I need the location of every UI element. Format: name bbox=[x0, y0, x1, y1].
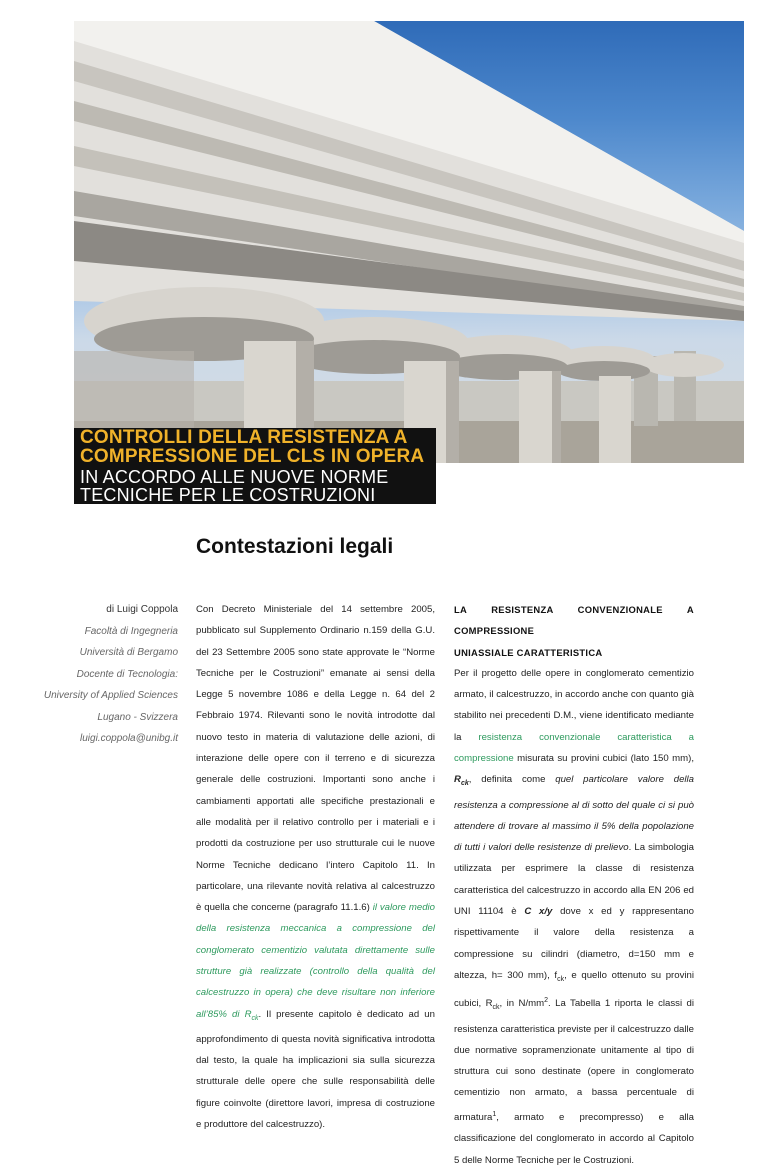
subsection-heading-line-2: UNIASSIALE CARATTERISTICA bbox=[454, 646, 603, 658]
paragraph-resistance: Per il progetto delle opere in conglomerato cementizio armato, il calcestruzzo, in accordo anche con quanto già stabilito nei precedenti D.M., viene identificato mediante la resistenza convenzionale caratteristica a compressione misurata su provini cubici (lato 150 mm), $R_{ck}$, definita come quel particolare valore della resistenza a compressione al di sotto del quale ci si può attendere di trovare al massimo il 5% della popolazione di tutti i valori delle resistenze di prelievo. La simbologia utilizzata per esprimere la classe di resistenza caratteristica del calcestruzzo in accordo alla EN 206 ed UNI 11104 è C x/y dove x ed y rappresentano rispettivamente il valore della resistenza a compressione su cilindri (diametro, d=150 mm e altezza, h= 300 mm), $f_{ck}$, e quello ottenuto su provini cubici, $R_{ck}$, in $N/mm^2$. La Tabella 1 riporta le classi di resistenza caratteristica previste per il calcestruzzo dalle due normative sopramenzionate unitamente al tipo di struttura cui sono destinate (opere in conglomerato cementizio non armato, a bassa percentuale di armatura$^1$, armato e precompresso) e alla classificazione del conglomerato in accordo al Capitolo 5 delle Norme Tecniche per le Costruzioni. bbox=[454, 667, 695, 1166]
body-column-2 bbox=[454, 599, 694, 1171]
highlighted-text: il valore medio della resistenza meccanica a compressione del conglomerato cementizio valutata direttamente sulle strutture già realizzate (controllo della qualità del calcestruzzo in opera) che deve risultare non inferiore all’85% di $R_{ck}$ bbox=[196, 902, 436, 1022]
author-block bbox=[20, 599, 178, 750]
author-affiliation-5: Lugano - Svizzera bbox=[97, 711, 178, 723]
subsection-heading-line-1: LA RESISTENZA CONVENZIONALE A COMPRESSIONE bbox=[454, 604, 694, 637]
author-affiliation-1: Facoltà di Ingegneria bbox=[84, 625, 178, 637]
hero-photo bbox=[74, 21, 744, 463]
section-heading: Contestazioni legali bbox=[196, 535, 394, 558]
viaduct-illustration bbox=[74, 21, 744, 463]
article-title-line-2: COMPRESSIONE DEL CLS IN OPERA bbox=[80, 446, 425, 467]
body-column-1 bbox=[196, 599, 435, 1135]
author-email[interactable]: luigi.coppola@unibg.it bbox=[80, 733, 178, 744]
paragraph-intro: Con Decreto Ministeriale del 14 settembre 2005, pubblicato sul Supplemento Ordinario n.159 della G.U. del 23 Settembre 2005 sono state approvate le “Norme Tecniche per le Costruzioni” emanate ai sensi della Legge 5 novembre 1086 e della Legge n. 64 del 2 Febbraio 1974. Rilevanti sono le novità introdotte dal nuovo testo in materia di valutazione delle azioni, di interazione delle opere con il terreno e di sicurezza generale delle costruzioni. Importanti sono anche i cambiamenti apportati alle specifiche prestazionali e alle modalità per il relativo controllo per i materiali e i prodotti da costruzione per uso strutturale cui le nuove Norme Tecniche dedicano l’intero Capitolo 11. In particolare, una rilevante novità relativa al calcestruzzo è quella che concerne (paragrafo 11.1.6) il valore medio della resistenza meccanica a compressione del conglomerato cementizio valutata direttamente sulle strutture già realizzate (controllo della qualità del calcestruzzo in opera) che deve risultare non inferiore all’85% di $R_{ck}$. Il presente capitolo è dedicato ad un approfondimento di questa novità significativa introdotta dal testo, la quale ha implicazioni sia sulla sicurezza strutturale delle opere che sulle responsabilità delle figure coinvolte (direttore lavori, impresa di costruzione e produttore del calcestruzzo). bbox=[196, 604, 436, 1131]
author-affiliation-4: University of Applied Sciences bbox=[43, 690, 178, 701]
article-subtitle-line-1: IN ACCORDO ALLE NUOVE NORME bbox=[80, 467, 389, 487]
article-subtitle-line-2: TECNICHE PER LE COSTRUZIONI bbox=[80, 485, 376, 505]
highlighted-term: resistenza convenzionale caratteristica a compressione bbox=[454, 731, 694, 765]
author-name: di Luigi Coppola bbox=[106, 604, 178, 615]
article-title-line-1: CONTROLLI DELLA RESISTENZA A bbox=[80, 427, 408, 448]
author-affiliation-2: Università di Bergamo bbox=[79, 647, 178, 658]
author-affiliation-3: Docente di Tecnologia: bbox=[76, 668, 178, 680]
